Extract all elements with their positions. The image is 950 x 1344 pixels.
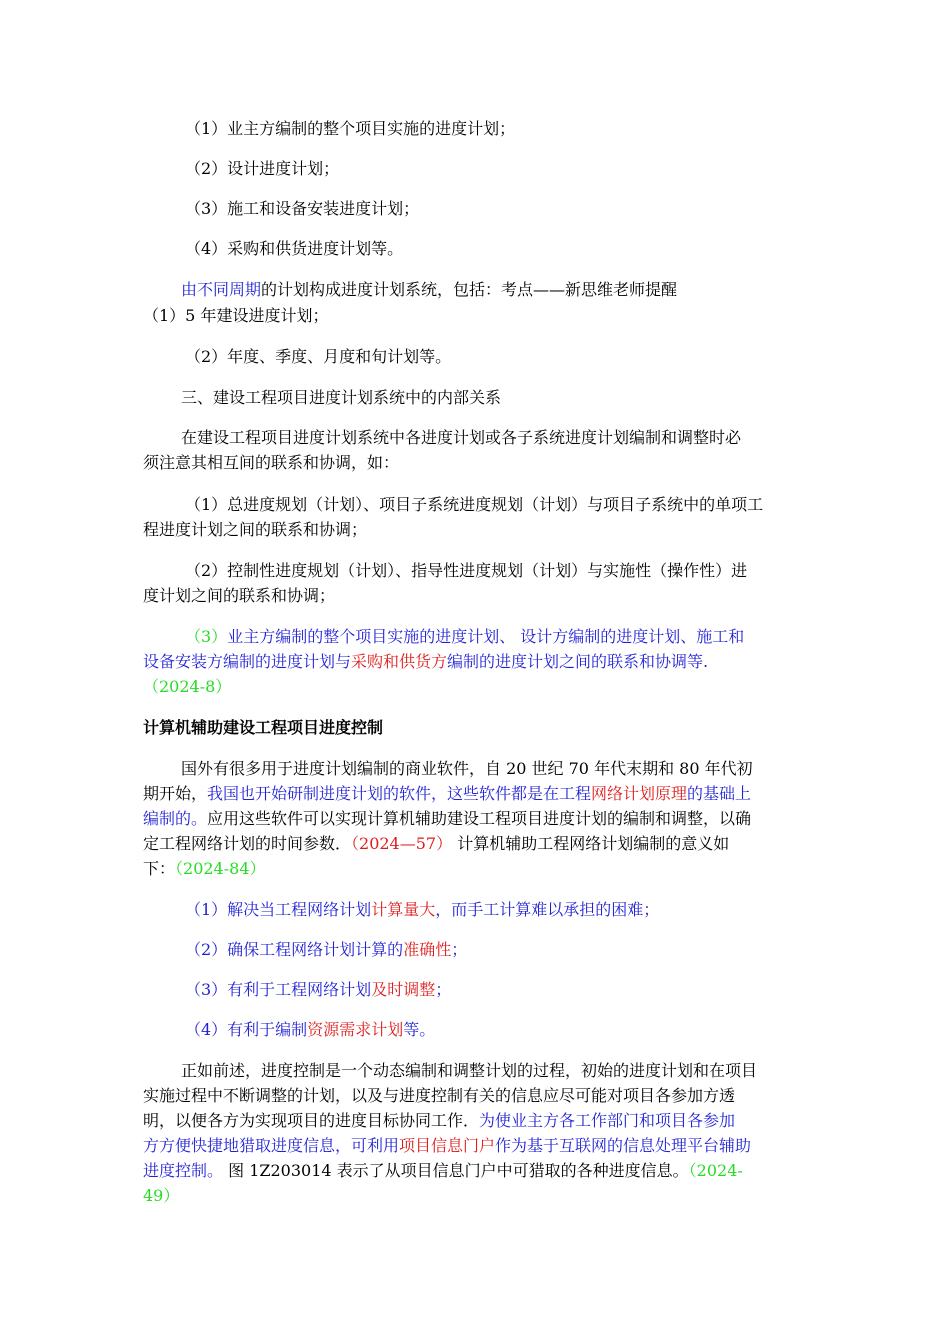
text-line — [181, 758, 753, 780]
text-line — [181, 427, 741, 449]
text-segment: 度计划之间的联系和协调； — [143, 586, 336, 605]
text-segment: 程进度计划之间的联系和协调； — [143, 520, 368, 539]
text-segment: 下： — [143, 859, 176, 878]
text-segment: （3）施工和设备安装进度计划； — [185, 199, 420, 218]
text-line — [143, 305, 328, 327]
text-segment: （2024-84） — [175, 859, 266, 878]
text-segment: 明，以便各方为实现项目的进度目标协同工作． — [143, 1111, 480, 1130]
text-segment: ，而手工计算难以承担的困难； — [435, 900, 660, 919]
text-line — [143, 717, 383, 739]
text-segment: （2）确保工程网络计划计算的 — [185, 940, 404, 959]
text-segment: 的计划构成进度计划系统，包括：考点——新思维老师提醒 — [261, 280, 678, 299]
text-segment: 进度控制。 — [143, 1161, 224, 1180]
text-segment: （1）业主方编制的整个项目实施的进度计划； — [185, 119, 516, 138]
text-line — [143, 519, 367, 541]
text-segment: 编制的。 — [143, 809, 208, 828]
text-segment: 准确性 — [403, 940, 452, 959]
text-line — [143, 585, 335, 607]
text-segment: （2）控制性进度规划（计划）、指导性进度规划（计划）与实施性（操作性）进 — [185, 561, 748, 580]
text-line — [185, 979, 451, 1001]
text-line — [143, 1110, 735, 1132]
text-line — [185, 899, 659, 921]
text-segment: 期开始， — [143, 784, 208, 803]
text-segment: 计算量大 — [371, 900, 436, 919]
text-line — [185, 494, 763, 516]
text-segment: ； — [451, 940, 468, 959]
text-segment: （1）5 年建设进度计划； — [143, 306, 329, 325]
text-segment: （2024- — [688, 1161, 743, 1180]
text-line — [143, 676, 231, 698]
text-segment: 国外有很多用于进度计划编制的商业软件，自 20 世纪 70 年代末期和 80 年代初 — [181, 759, 753, 778]
text-segment: 计算机辅助建设工程项目进度控制 — [143, 718, 384, 737]
text-line — [181, 279, 677, 301]
text-segment: 在建设工程项目进度计划系统中各进度计划或各子系统进度计划编制和调整时必 — [181, 428, 742, 447]
text-line — [181, 387, 501, 409]
text-segment: 我国也开始研制进度计划的软件，这些软件都是在工程 — [207, 784, 592, 803]
text-line — [143, 1160, 743, 1182]
text-line — [143, 1185, 179, 1207]
text-line — [185, 626, 744, 648]
text-segment: 资源需求计划 — [307, 1020, 404, 1039]
text-segment: 的基础上 — [687, 784, 752, 803]
text-segment: （4）采购和供货进度计划等。 — [185, 239, 404, 258]
text-line — [185, 118, 515, 140]
text-segment: 实施过程中不断调整的计划，以及与进度控制有关的信息应尽可能对项目各参加方透 — [143, 1086, 736, 1105]
text-segment: 计算机辅助工程网络计划编制的意义如 — [452, 834, 730, 853]
text-line — [181, 1060, 757, 1082]
text-segment: 采购和供货方 — [351, 652, 448, 671]
text-segment: 应用这些软件可以实现计算机辅助建设工程项目进度计划的编制和调整，以确 — [207, 809, 752, 828]
text-segment: 须注意其相互间的联系和协调，如： — [143, 453, 400, 472]
text-segment: （1）总进度规划（计划）、项目子系统进度规划（计划）与项目子系统中的单项工 — [185, 495, 764, 514]
text-line — [143, 783, 751, 805]
text-line — [143, 452, 399, 474]
text-segment: （3）有利于工程网络计划 — [185, 980, 372, 999]
text-segment: 由不同周期 — [181, 280, 262, 299]
text-segment: 方方便快捷地猎取进度信息，可利用 — [143, 1136, 400, 1155]
text-line — [185, 346, 451, 368]
text-segment: （2）设计进度计划； — [185, 159, 340, 178]
text-line — [185, 939, 467, 961]
text-segment: 为使业主方各工作部门和项目各参加 — [479, 1111, 736, 1130]
text-segment: 项目信息门户 — [399, 1136, 496, 1155]
text-segment: 图 1Z203014 表示了从项目信息门户中可猎取的各种进度信息。 — [223, 1161, 689, 1180]
text-segment: （2024-8） — [143, 677, 232, 696]
text-line — [185, 1019, 435, 1041]
text-line — [143, 833, 729, 855]
text-segment: （3） — [185, 627, 228, 646]
text-segment: （1）解决当工程网络计划 — [185, 900, 372, 919]
text-line — [185, 198, 419, 220]
text-segment: 业主方编制的整个项目实施的进度计划、 设计方编制的进度计划、施工和 — [227, 627, 745, 646]
text-segment: 等。 — [403, 1020, 436, 1039]
text-line — [143, 1135, 751, 1157]
text-segment: 及时调整 — [371, 980, 436, 999]
text-segment: （2024—57） — [351, 834, 453, 853]
text-segment: 作为基于互联网的信息处理平台辅助 — [495, 1136, 752, 1155]
text-line — [185, 238, 403, 260]
text-line — [143, 1085, 735, 1107]
text-line — [143, 808, 751, 830]
text-segment: 三、建设工程项目进度计划系统中的内部关系 — [181, 388, 502, 407]
text-segment: 49） — [143, 1186, 180, 1205]
text-line — [185, 560, 747, 582]
text-segment: 定工程网络计划的时间参数． — [143, 834, 352, 853]
text-segment: 设备安装方编制的进度计划与 — [143, 652, 352, 671]
text-segment: （4）有利于编制 — [185, 1020, 308, 1039]
text-segment: （2）年度、季度、月度和旬计划等。 — [185, 347, 452, 366]
text-segment: 编制的进度计划之间的联系和协调等. — [447, 652, 709, 671]
text-line — [185, 158, 339, 180]
text-segment: ； — [435, 980, 452, 999]
text-line — [143, 858, 266, 880]
text-segment: 正如前述，进度控制是一个动态编制和调整计划的过程，初始的进度计划和在项目 — [181, 1061, 758, 1080]
text-line — [143, 651, 708, 673]
text-segment: 网络计划原理 — [591, 784, 688, 803]
